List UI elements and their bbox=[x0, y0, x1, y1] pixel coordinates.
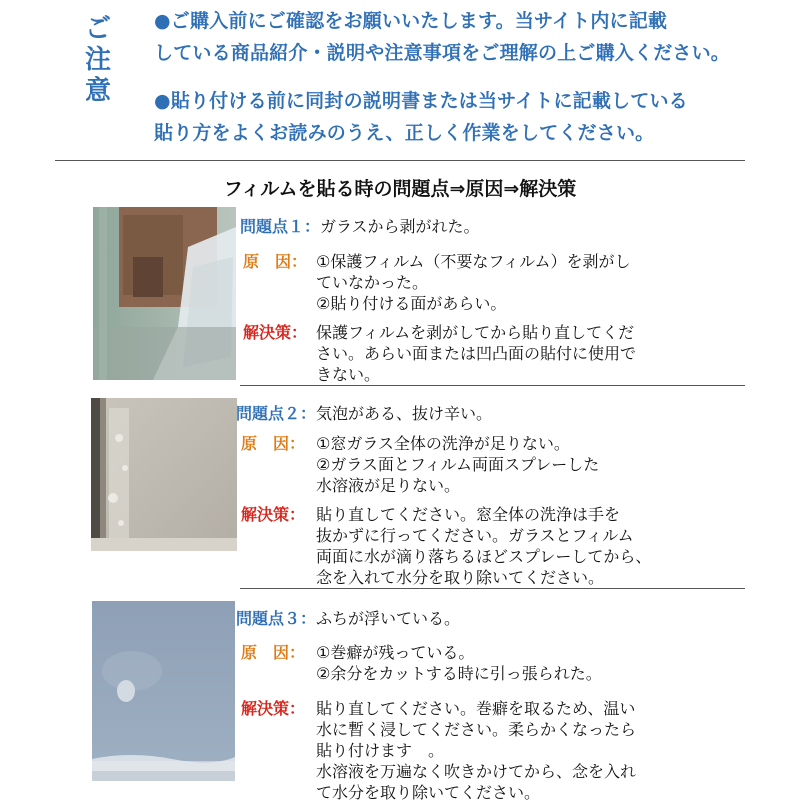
problem-text: ガラスから剥がれた。 bbox=[320, 217, 480, 236]
solution-line: 水に暫く浸してください。柔らかくなったら bbox=[316, 720, 637, 739]
notice-line: している商品紹介・説明や注意事項をご理解の上ご購入ください。 bbox=[154, 42, 731, 64]
solution-line: 抜かずに行ってください。ガラスとフィルム bbox=[316, 526, 634, 545]
notice-char: 意 bbox=[84, 76, 111, 106]
cause-line: ②余分をカットする時に引っ張られた。 bbox=[316, 664, 602, 683]
issue-2-problem bbox=[236, 401, 492, 424]
problem-text: ふちが浮いている。 bbox=[316, 609, 461, 628]
problem-label: 問題点３： bbox=[236, 609, 317, 628]
issue-3-problem bbox=[236, 606, 460, 629]
solution-line: 水溶液を万遍なく吹きかけてから、念を入れ bbox=[316, 762, 637, 781]
solution-label: 解決策： bbox=[243, 323, 308, 342]
problem-label: 問題点２： bbox=[236, 404, 317, 423]
solution-line: て水分を取り除いてください。 bbox=[316, 783, 541, 802]
solution-line: 貼り直してください。窓全体の洗浄は手を bbox=[316, 505, 621, 524]
solution-line: 貼り付けます 。 bbox=[316, 741, 445, 760]
solution-line: さい。あらい面または凹凸面の貼付に使用で bbox=[316, 344, 637, 363]
section-title: フィルムを貼る時の問題点⇒原因⇒解決策 bbox=[223, 178, 577, 200]
issue-1-problem bbox=[240, 214, 480, 237]
solution-line: 保護フィルムを剥がしてから貼り直してくだ bbox=[316, 323, 635, 342]
problem-text: 気泡がある、抜け辛い。 bbox=[316, 404, 493, 423]
cause-line: ②ガラス面とフィルム両面スプレーした bbox=[316, 455, 600, 474]
solution-line: 両面に水が滴り落ちるほどスプレーしてから、 bbox=[316, 547, 652, 566]
notice-line: ●ご購入前にご確認をお願いいたします。当サイト内に記載 bbox=[154, 10, 668, 32]
solution-label: 解決策： bbox=[241, 505, 306, 524]
solution-line: 念を入れて水分を取り除いてください。 bbox=[316, 568, 605, 587]
problem-label: 問題点１： bbox=[240, 217, 321, 236]
cause-label: 原 因： bbox=[241, 643, 306, 662]
notice-char: 注 bbox=[84, 45, 111, 75]
solution-label: 解決策： bbox=[241, 699, 306, 718]
cause-label: 原 因： bbox=[241, 434, 306, 453]
cause-line: 水溶液が足りない。 bbox=[316, 476, 461, 495]
cause-line: ①窓ガラス全体の洗浄が足りない。 bbox=[316, 434, 570, 453]
cause-label: 原 因： bbox=[243, 252, 308, 271]
divider bbox=[55, 160, 745, 161]
notice-char: ご bbox=[84, 14, 111, 44]
issue-2-photo bbox=[91, 398, 237, 551]
cause-line: ①保護フィルム（不要なフィルム）を剥がし bbox=[316, 252, 631, 271]
issue-3-photo bbox=[92, 601, 235, 781]
solution-line: 貼り直してください。巻癖を取るため、温い bbox=[316, 699, 636, 718]
cause-line: ていなかった。 bbox=[316, 273, 429, 292]
solution-line: きない。 bbox=[316, 365, 381, 384]
notice-line: 貼り方をよくお読みのうえ、正しく作業をしてください。 bbox=[154, 122, 655, 144]
notice-line: ●貼り付ける前に同封の説明書または当サイトに記載している bbox=[154, 90, 688, 112]
divider bbox=[240, 588, 745, 589]
issue-1-photo bbox=[93, 207, 236, 380]
cause-line: ②貼り付ける面があらい。 bbox=[316, 294, 507, 313]
notice-label bbox=[80, 14, 116, 107]
cause-line: ①巻癖が残っている。 bbox=[316, 643, 475, 662]
divider bbox=[240, 385, 745, 386]
